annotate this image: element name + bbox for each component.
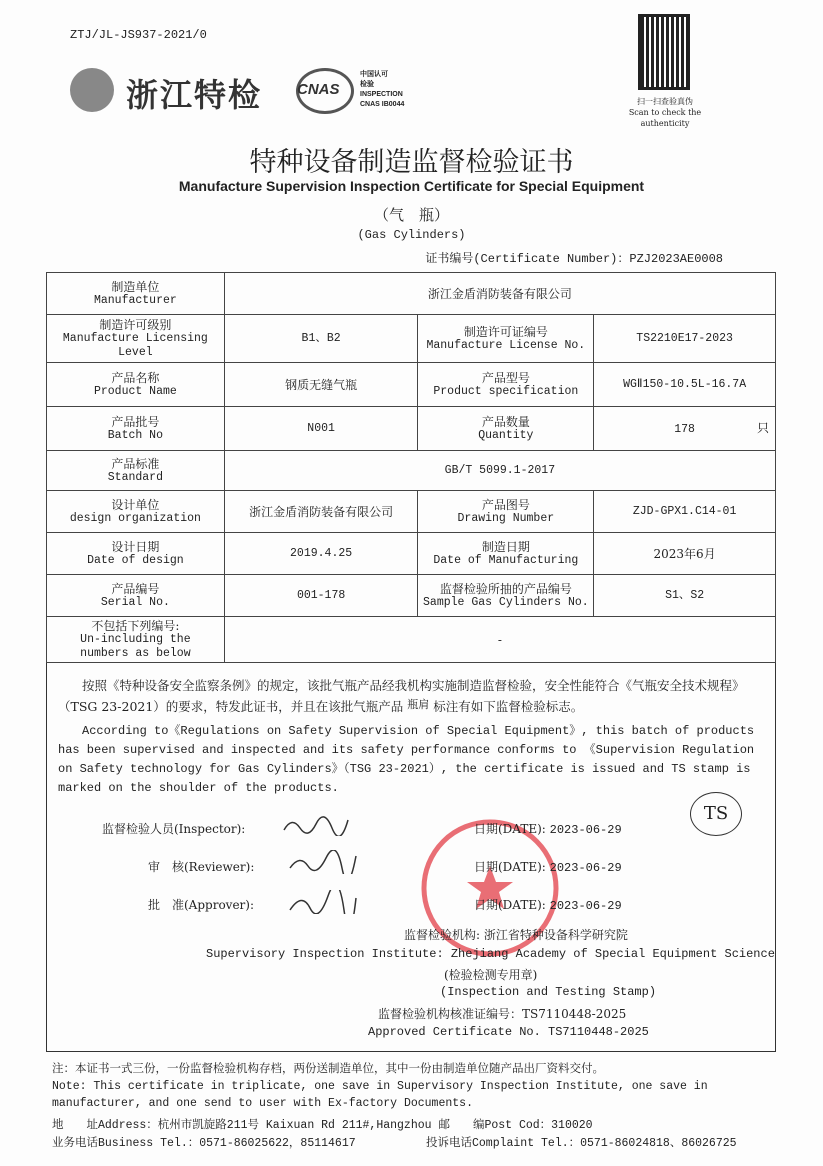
institute-en: Supervisory Inspection Institute: Zhejiang Academy of Special Equipment Science xyxy=(206,947,775,961)
footer-note-cn: 注：本证书一式三份，一份监督检验机构存档，两份送制造单位，其中一份由制造单位随产品出厂资料交付。 xyxy=(52,1061,604,1075)
qr-caption: 扫一扫查验真伪 Scan to check the authenticity xyxy=(628,97,702,128)
logo-text: 浙江特检 xyxy=(126,76,263,114)
title-cn: 特种设备制造监督检验证书 xyxy=(249,147,574,178)
reviewer-date: 日期(DATE): 2023-06-29 xyxy=(474,860,622,875)
title-en: Manufacture Supervision Inspection Certificate for Special Equipment xyxy=(178,178,645,194)
approver-signature xyxy=(288,890,358,914)
stamp-label-en: (Inspection and Testing Stamp) xyxy=(440,985,657,999)
product-info-table: 制造单位 Manufacturer 浙江金盾消防装备有限公司 制造许可级别 Manufacture Licensing Level B1、B2 制造许可证编号 Manufacture License No. TS2210E17-2023 产品名称 Product Name 钢质无缝气瓶 产品型号 Product specification WGⅡ150-10.5L-16.7A 产品批号 Batch No N001 产品数量 Quantity 178 只 产品标准 Standard GB/T 5099.1-2017 设计单位 design organization 浙江金盾消防装备有限公司 产品图号 Drawing Number ZJD-GPX1.C14-01 设计日期 Date of design 2019.4.25 制造日期 Date of Manufacturing 2023年6月 产品编号 Serial No. 001-178 监督检验所抽的产品编号 Sample Gas Cylinders No. S1、S2 不包括下列编号: Un-including the numbers as below - xyxy=(46,272,776,663)
approver-label: 批 准(Approver): xyxy=(148,898,255,912)
inspector-date: 日期(DATE): 2023-06-29 xyxy=(474,822,622,837)
cnas-logo-icon xyxy=(296,68,354,114)
cnas-text: 中国认可 检验 INSPECTION CNAS IB0044 xyxy=(360,71,405,108)
inspector-signature xyxy=(282,814,352,836)
subtitle-cn: （气 瓶） xyxy=(373,206,449,224)
reviewer-label: 审 核(Reviewer): xyxy=(148,860,255,874)
ts-stamp-icon: TS xyxy=(690,792,742,836)
institute-cn: 监督检验机构: 浙江省特种设备科学研究院 xyxy=(404,928,628,942)
certificate-number: 证书编号(Certificate Number)：PZJ2023AE0008 xyxy=(425,252,723,266)
cnas-mark: CNAS xyxy=(297,81,340,98)
footer-business-tel: 业务电话Business Tel.：0571-86025622，85114617 xyxy=(52,1137,356,1150)
footer-note-en: Note: This certificate in triplicate, one save in Supervisory Inspection Institute, one save in manufacturer, and one send to user with Ex-factory Documents. xyxy=(52,1080,708,1110)
manufacturer-value: 浙江金盾消防装备有限公司 xyxy=(224,273,775,315)
zjtj-logo-icon xyxy=(70,68,114,112)
approval-number-cn: 监督检验机构核准证编号：TS7110448-2025 xyxy=(378,1007,627,1021)
qr-code-icon[interactable] xyxy=(638,14,690,90)
statement-cn: 按照《特种设备安全监察条例》的规定，该批气瓶产品经我机构实施制造监督检验，安全性能符合《气瓶安全技术规程》（TSG 23-2021）的要求，特发此证书，并且在该批气瓶产品 瓶肩 标注有如下监督检验标志。 xyxy=(58,678,745,714)
approver-date: 日期(DATE): 2023-06-29 xyxy=(474,898,622,913)
document-code: ZTJ/JL-JS937-2021/0 xyxy=(70,28,207,42)
subtitle-en: (Gas Cylinders) xyxy=(357,228,466,242)
approval-number-en: Approved Certificate No. TS7110448-2025 xyxy=(368,1025,649,1039)
reviewer-signature xyxy=(288,850,358,874)
statement-en: According to《Regulations on Safety Supervision of Special Equipment》, this batch of products has been supervised and inspected and its safety performance conforms to 《Supervision Regulation on Safety technology for Gas Cylinders》（TSG 23-2021）, the certificate is issued and TS stamp is marked on the shoulder of the products. xyxy=(58,724,755,795)
stamp-label-cn: (检验检测专用章) xyxy=(444,968,538,982)
footer-complaint-tel: 投诉电话Complaint Tel.：0571-86024818、86026725 xyxy=(426,1137,737,1150)
inspector-label: 监督检验人员(Inspector): xyxy=(102,822,246,836)
footer-address: 地 址Address：杭州市凯旋路211号 Kaixuan Rd 211#,Hangzhou 邮 编Post Cod：310020 xyxy=(52,1119,593,1132)
